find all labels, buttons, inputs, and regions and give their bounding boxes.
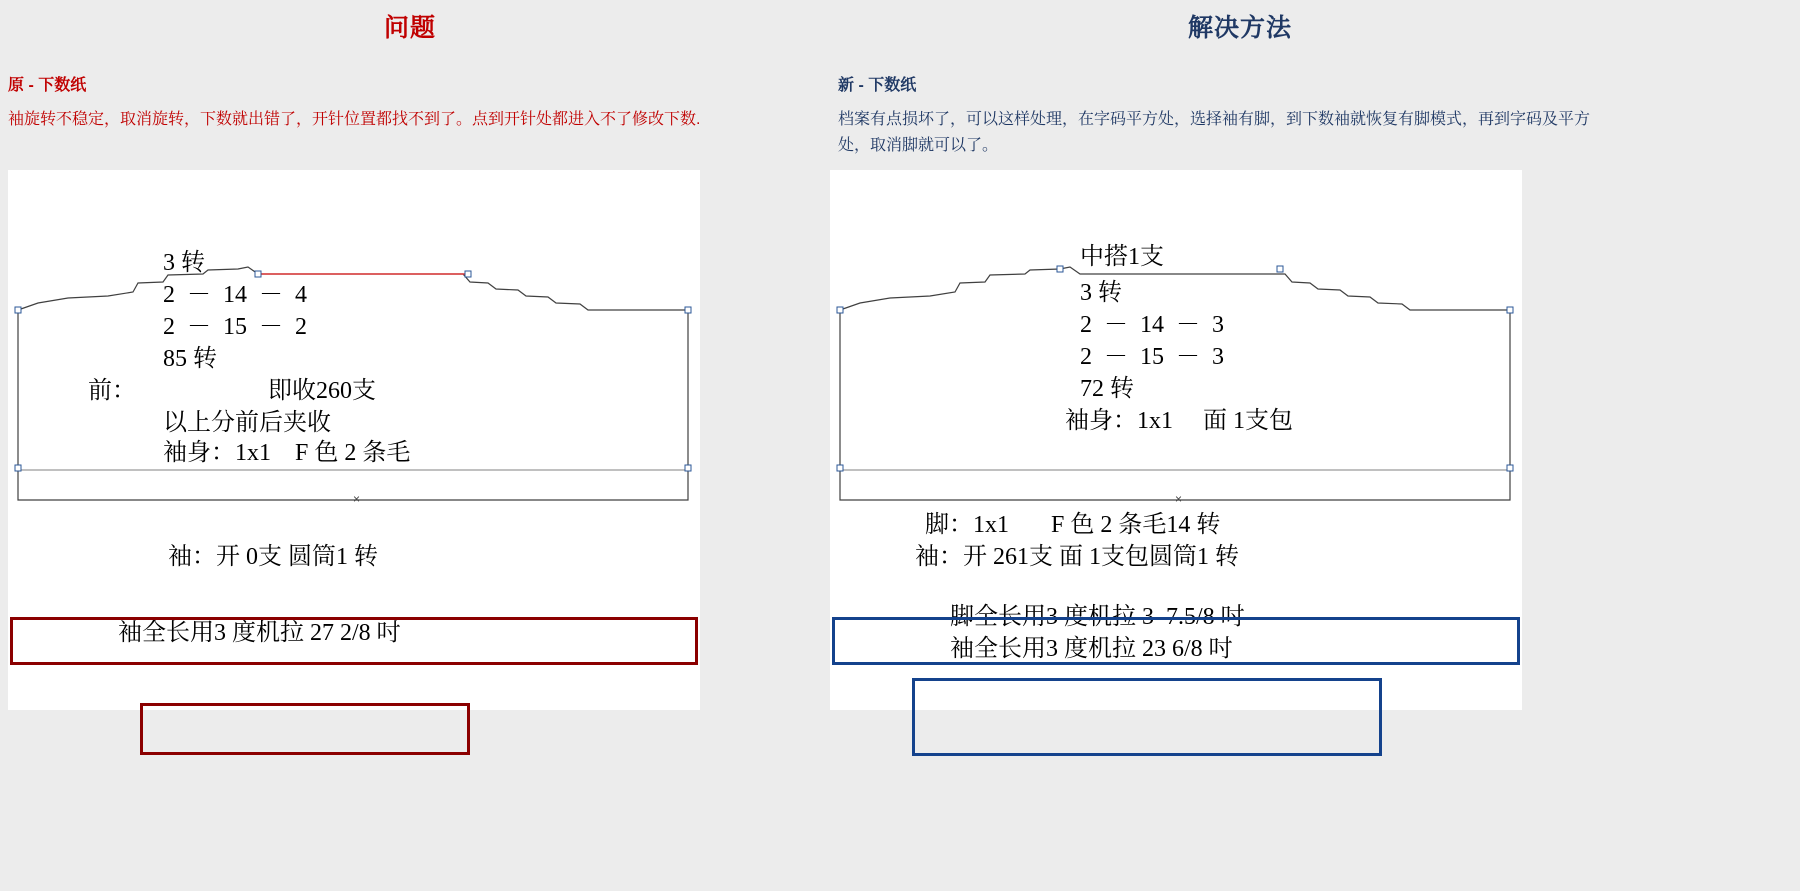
box-line-solution-1: 袖：开 261支 面 1支包圆筒1 转 xyxy=(915,544,1239,570)
pattern-line-6: 袖身：1x1 F 色 2 条毛 xyxy=(163,440,411,466)
pattern-line-3: 85 转 xyxy=(163,346,217,372)
pattern-line-solution-1: 3 转 xyxy=(1080,280,1122,306)
pattern-line-solution-5: 袖身：1x1 面 1支包 xyxy=(1065,408,1293,434)
pattern-line-4: 前： 即收260支 xyxy=(88,378,376,404)
highlight-box-solution xyxy=(912,678,1382,756)
pattern-line-solution-0: 中搭1支 xyxy=(1080,244,1164,270)
box-line-solution-0: 脚：1x1 F 色 2 条毛14 转 xyxy=(925,512,1221,538)
svg-text:×: × xyxy=(353,492,361,506)
pattern-line-2: 2 － 15 － 2 xyxy=(163,314,307,340)
pattern-line-solution-4: 72 转 xyxy=(1080,376,1134,402)
svg-text:×: × xyxy=(1175,492,1183,506)
problem-column xyxy=(0,0,820,891)
pattern-line-5: 以上分前后夹收 xyxy=(163,410,331,436)
footer-line-solution-0: 脚全长用3 度机拉 3 7.5/8 吋 xyxy=(950,604,1245,630)
footer-line-solution-1: 袖全长用3 度机拉 23 6/8 吋 xyxy=(950,636,1233,662)
pattern-line-1: 2 － 14 － 4 xyxy=(163,282,307,308)
page-title-solution: 解决方法 xyxy=(1187,14,1292,42)
page-title-problem: 问题 xyxy=(383,14,436,42)
pattern-line-solution-3: 2 － 15 － 3 xyxy=(1080,344,1224,370)
solution-column xyxy=(830,0,1650,891)
description-solution: 档案有点损坏了，可以这样处理，在字码平方处，选择袖有脚，到下数袖就恢复有脚模式，再到字码及平方处，取消脚就可以了。 xyxy=(838,111,1591,154)
subtitle-problem: 原 - 下数纸 xyxy=(8,77,87,94)
highlight-body-solution xyxy=(832,617,1520,665)
subtitle-solution: 新 - 下数纸 xyxy=(838,77,917,94)
highlight-box-problem xyxy=(140,703,470,755)
footer-line-problem-0: 袖全长用3 度机拉 27 2/8 吋 xyxy=(118,620,401,646)
description-problem: 袖旋转不稳定，取消旋转，下数就出错了，开针位置都找不到了。点到开针处都进入不了修改下数. xyxy=(8,111,701,128)
pattern-line-0: 3 转 xyxy=(163,250,205,276)
highlight-body-problem xyxy=(10,617,698,665)
pattern-line-solution-2: 2 － 14 － 3 xyxy=(1080,312,1224,338)
box-line-problem-0: 袖：开 0支 圆筒1 转 xyxy=(168,544,378,570)
